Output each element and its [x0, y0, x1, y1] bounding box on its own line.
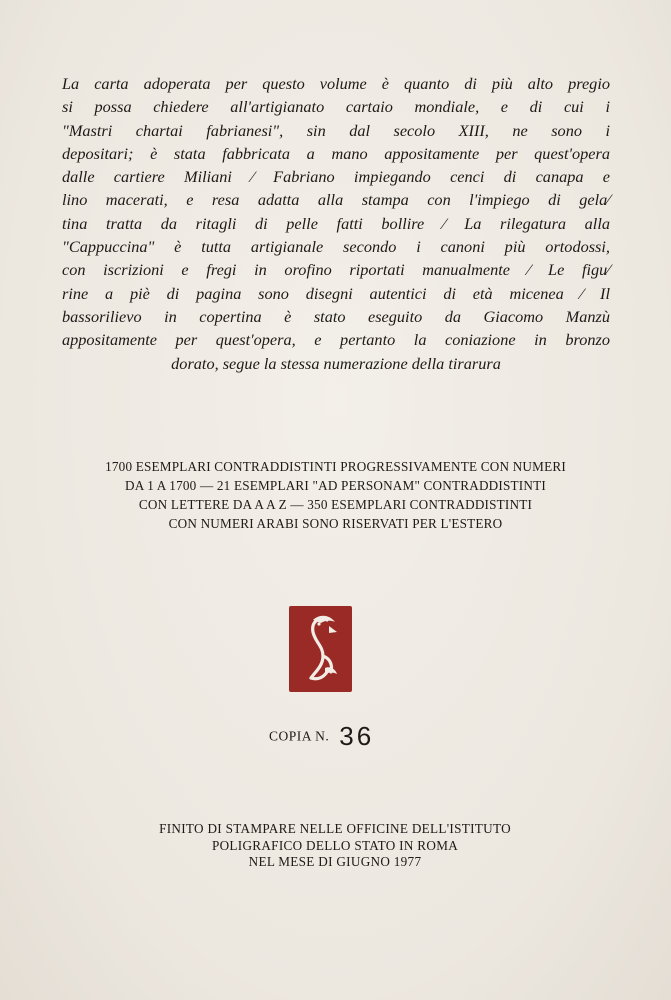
- colophon-line: POLIGRAFICO DELLO STATO IN ROMA: [211, 837, 459, 853]
- edition-line: 1700 ESEMPLARI CONTRADDISTINTI PROGRESSIVAMENTE CON NUMERI: [105, 459, 566, 474]
- paragraph-line: La carta adoperata per questo volume è quanto di più alto pregio: [62, 74, 610, 93]
- copy-label: COPIA N.: [269, 728, 330, 744]
- paper-description-paragraph: [62, 72, 610, 375]
- paragraph-line: dorato, segue la stessa numerazione della tirarura: [171, 353, 501, 373]
- paragraph-line: rine a piè di pagina sono disegni autentici di età micenea ⁄ Il: [62, 283, 610, 303]
- paragraph-line: lino macerati, e resa adatta alla stampa con l'impiego di gela⁄: [62, 190, 610, 210]
- paragraph-line: appositamente per quest'opera, e pertanto la coniazione in bronzo: [62, 330, 610, 350]
- paragraph-line: tina tratta da ritagli di pelle fatti bollire ⁄ La rilegatura alla: [62, 213, 610, 233]
- dolphin-emblem-icon: [289, 606, 352, 692]
- copy-number-line: [269, 721, 374, 753]
- edition-line: DA 1 A 1700 — 21 ESEMPLARI "AD PERSONAM" CONTRADDISTINTI: [125, 478, 546, 493]
- edition-line: CON LETTERE DA A A Z — 350 ESEMPLARI CONTRADDISTINTI: [138, 497, 533, 512]
- paragraph-line: con iscrizioni e fregi in orofino riportati manualmente ⁄ Le figu⁄: [62, 260, 610, 280]
- paragraph-line: "Cappuccina" è tutta artigianale secondo i canoni più ortodossi,: [62, 237, 610, 257]
- colophon: [100, 821, 570, 871]
- edition-statement: [64, 457, 607, 533]
- colophon-line: NEL MESE DI GIUGNO 1977: [248, 854, 422, 869]
- paragraph-line: "Mastri chartai fabrianesi", sin dal secolo XIII, ne sono i: [62, 120, 610, 140]
- paragraph-line: bassorilievo in copertina è stato eseguito da Giacomo Manzù: [62, 306, 610, 326]
- copy-number: 36: [339, 721, 375, 751]
- colophon-line: FINITO DI STAMPARE NELLE OFFICINE DELL'ISTITUTO: [159, 821, 511, 836]
- paragraph-line: dalle cartiere Miliani ⁄ Fabriano impiegando cenci di canapa e: [62, 167, 610, 187]
- paragraph-line: si possa chiedere all'artigianato cartaio mondiale, e di cui i: [62, 97, 610, 117]
- paragraph-line: depositari; è stata fabbricata a mano appositamente per quest'opera: [62, 143, 610, 163]
- edition-line: CON NUMERI ARABI SONO RISERVATI PER L'ESTERO: [168, 516, 503, 531]
- dolphin-emblem-graphic: [289, 606, 352, 692]
